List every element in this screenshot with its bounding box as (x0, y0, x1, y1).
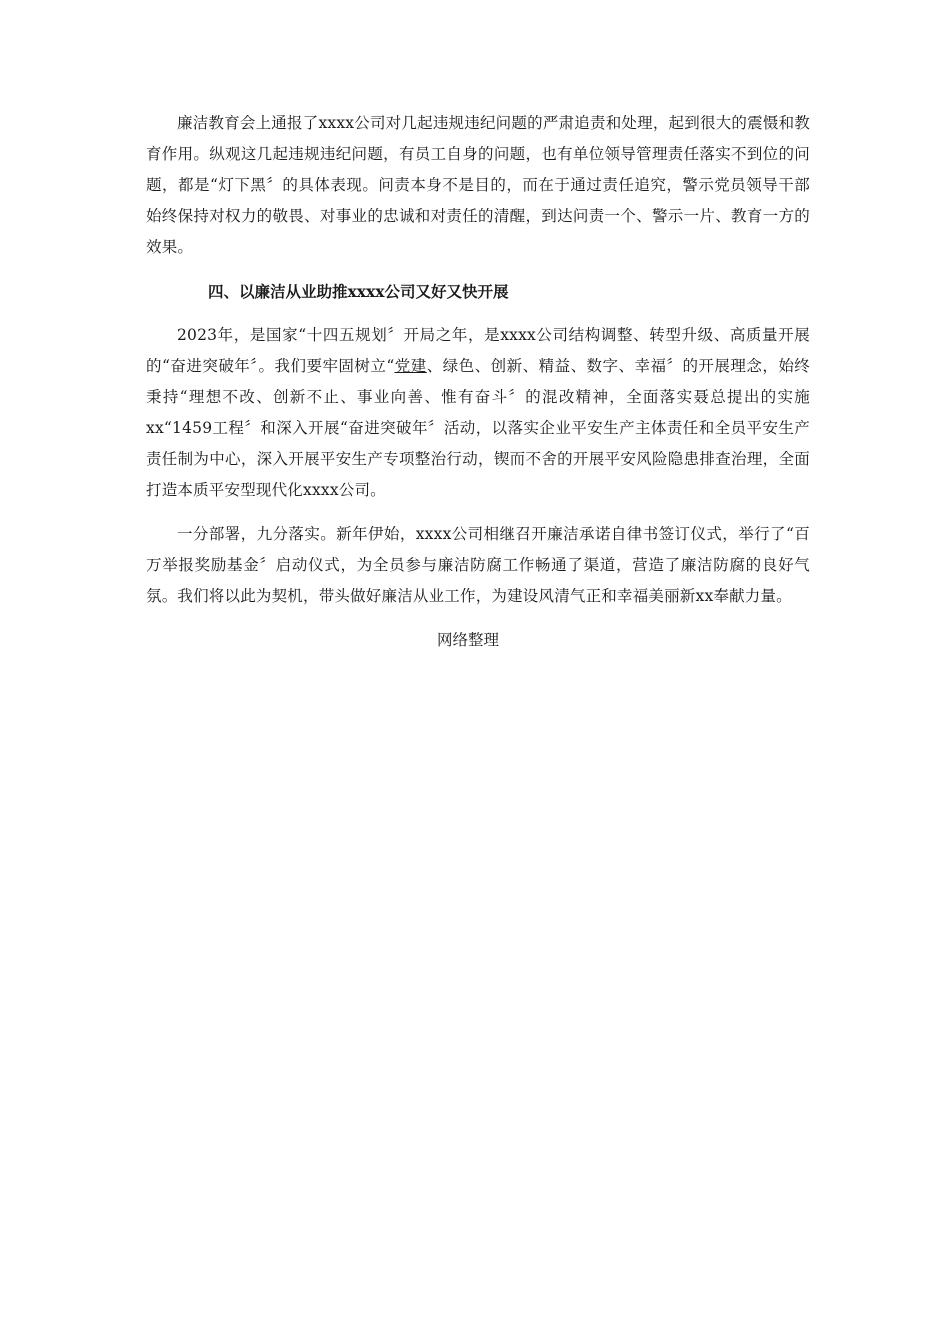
paragraph-text-before: 2023年，是国家“十四五规划〞开局之年，是xxxx公司结构调整、转型升级、高质量开展的“奋进突破年〞。我们要牢固树立“ (146, 326, 810, 375)
paragraph-implementation: 一分部署，九分落实。新年伊始，xxxx公司相继召开廉洁承诺自律书签订仪式，举行了“百万举报奖励基金〞启动仪式，为全员参与廉洁防腐工作畅通了渠道，营造了廉洁防腐的良好气氛。我们将以此为契机，带头做好廉洁从业工作，为建设风清气正和幸福美丽新xx奉献力量。 (146, 525, 810, 605)
document-body (146, 108, 810, 656)
section-heading-4: 四、以廉洁从业助推xxxx公司又好又快开展 (208, 282, 509, 301)
paragraph-development-concept (146, 320, 810, 506)
paragraph-text-after: 、绿色、创新、精益、数字、幸福〞的开展理念，始终秉持“理想不改、创新不止、事业向善、惟有奋斗〞的混改精神，全面落实聂总提出的实施xx“1459工程〞和深入开展“奋进突破年〞活动，以落实企业平安生产主体责任和全员平安生产责任制为中心，深入开展平安生产专项整治行动，锲而不舍的开展平安风险隐患排查治理，全面打造本质平安型现代化xxxx公司。 (146, 357, 811, 499)
underlined-term: 党建 (394, 357, 427, 375)
footer-note: 网络整理 (436, 631, 499, 649)
paragraph-discipline-report: 廉洁教育会上通报了xxxx公司对几起违规违纪问题的严肃追责和处理，起到很大的震慑和教育作用。纵观这几起违规违纪问题，有员工自身的问题，也有单位领导管理责任落实不到位的问题，都是“灯下黑〞的具体表现。问责本身不是目的，而在于通过责任追究，警示党员领导干部始终保持对权力的敬畏、对事业的忠诚和对责任的清醒，到达问责一个、警示一片、教育一方的效果。 (146, 114, 810, 256)
